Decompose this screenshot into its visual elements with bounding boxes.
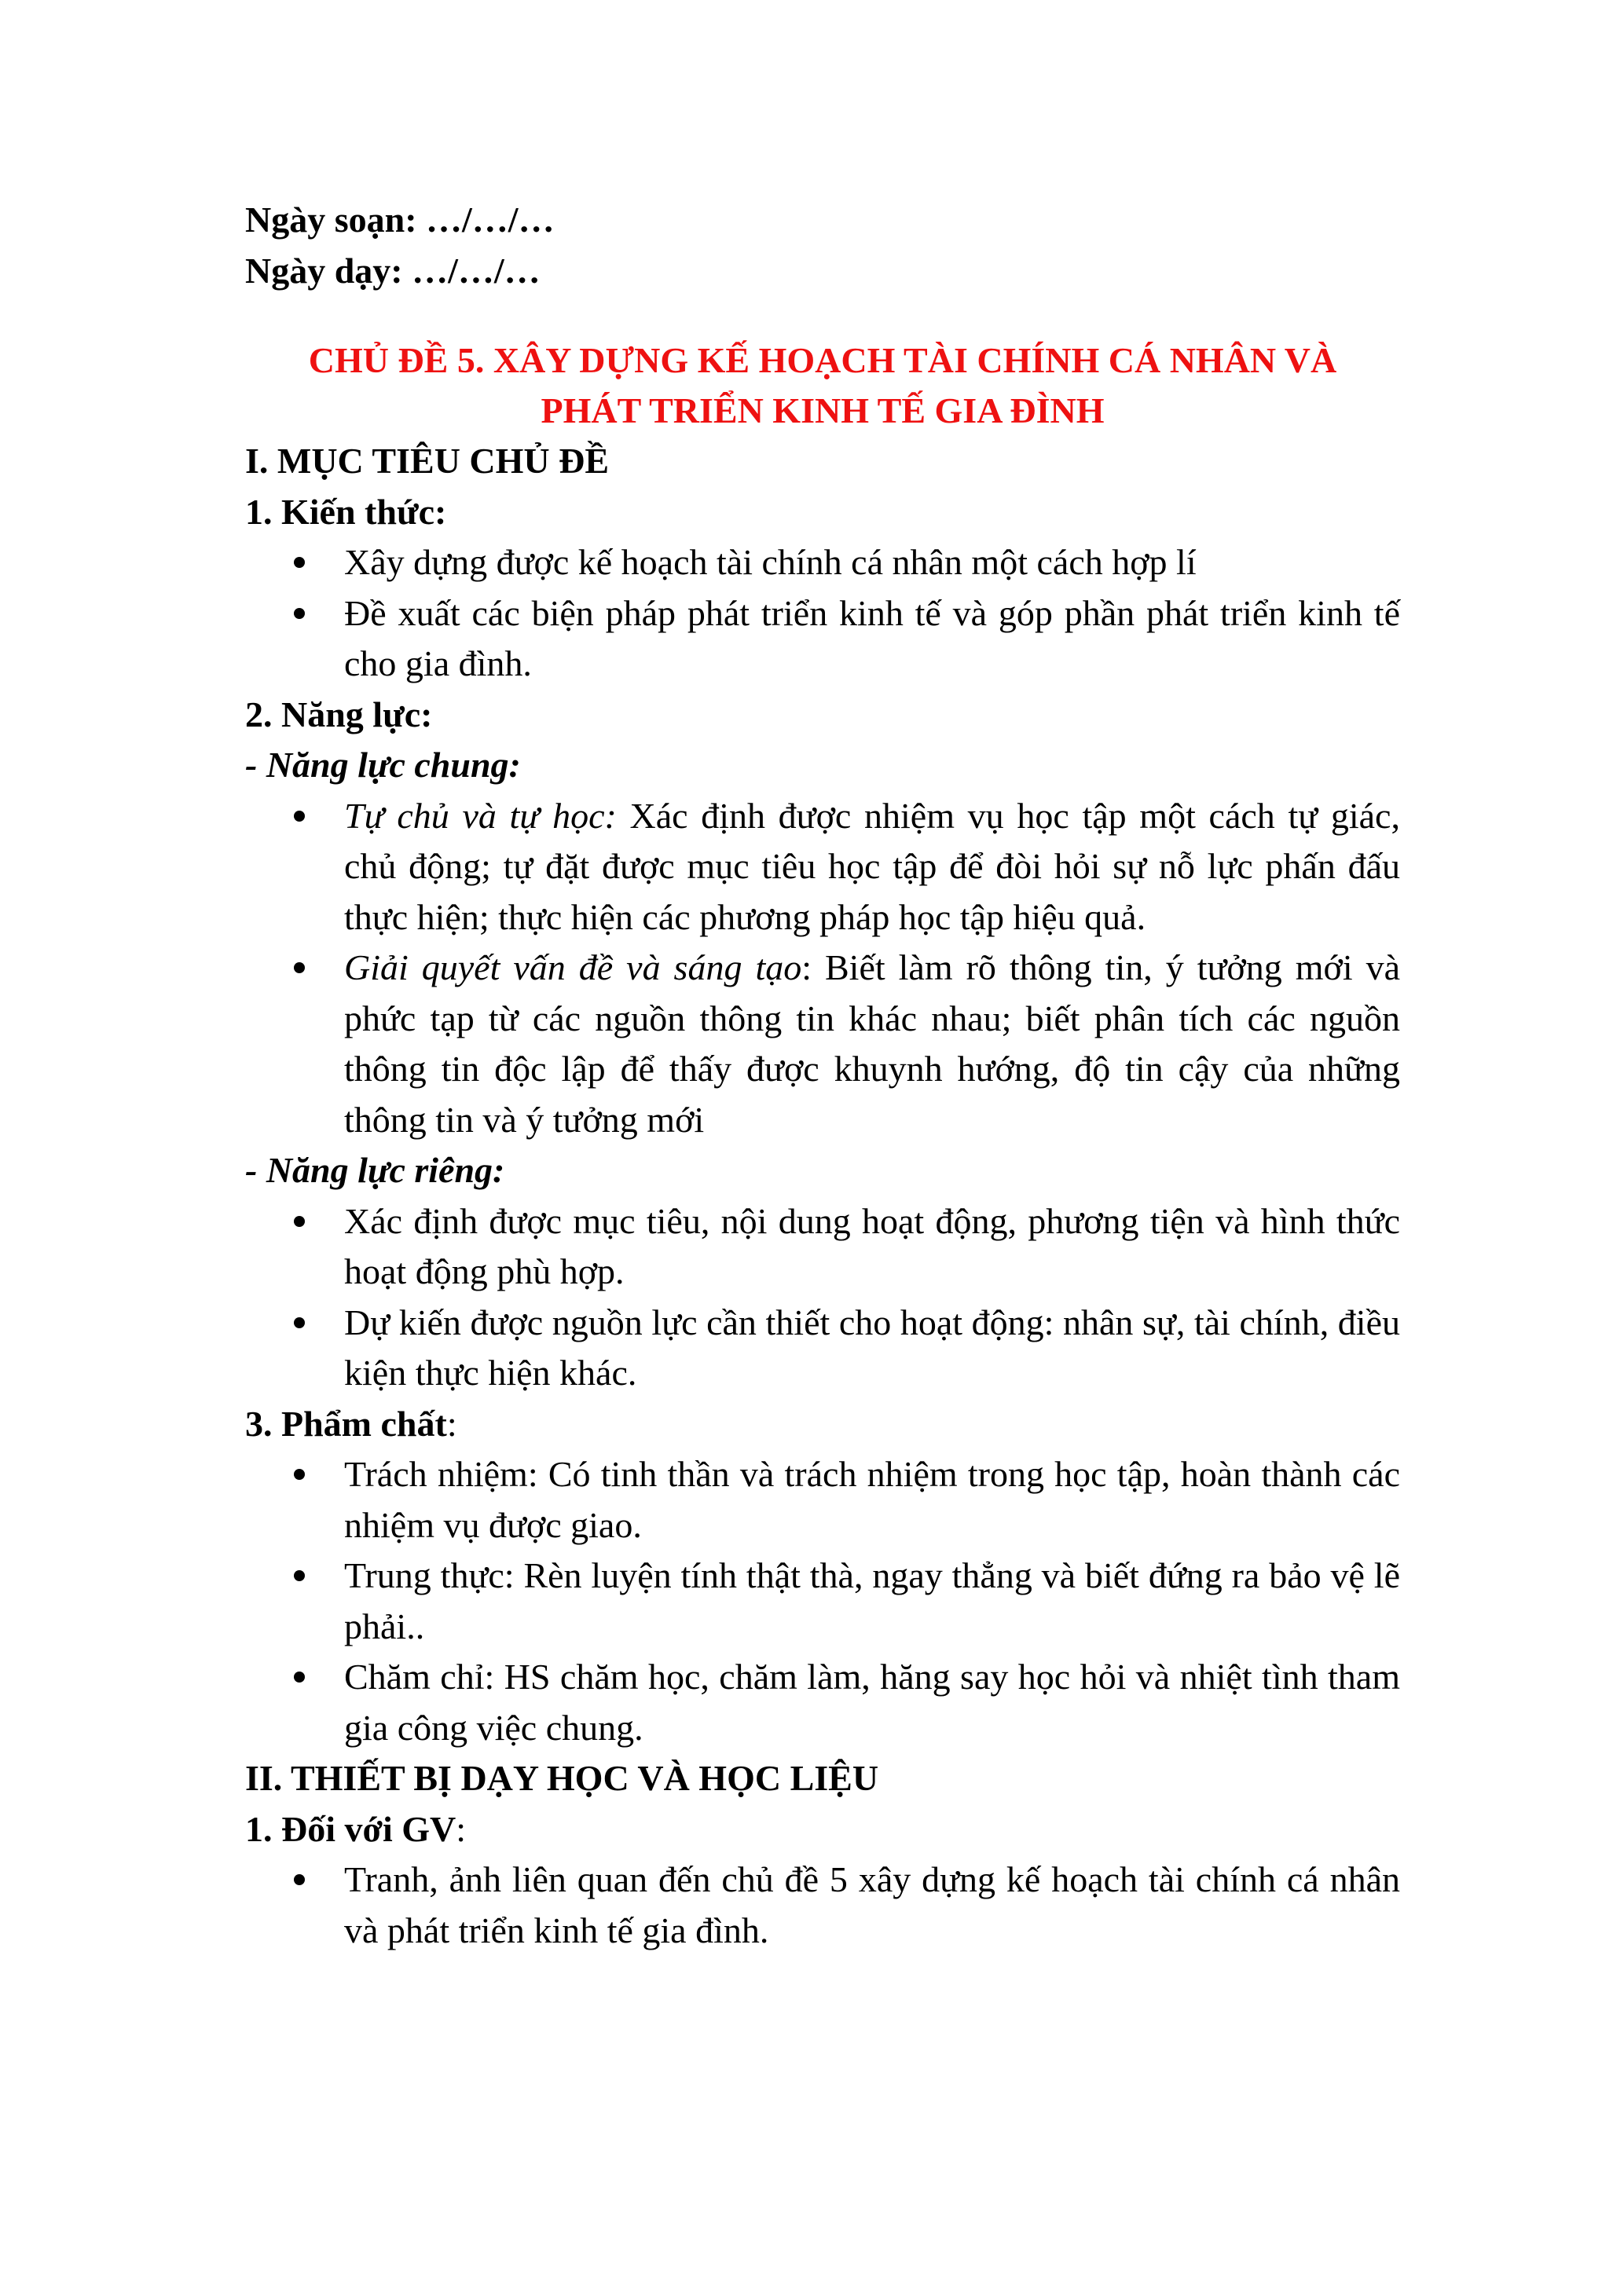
pham-chat-heading (245, 1399, 1400, 1450)
list-item (245, 1551, 1400, 1652)
list-item-text: Xây dựng được kế hoạch tài chính cá nhân một cách hợp lí (344, 542, 1197, 582)
list-item-text: Đề xuất các biện pháp phát triển kinh tế và góp phần phát triển kinh tế cho gia đình. (344, 592, 1400, 683)
topic-title-line-1: CHỦ ĐỀ 5. XÂY DỰNG KẾ HOẠCH TÀI CHÍNH CÁ NHÂN VÀ (308, 340, 1337, 380)
bullet-icon (294, 1672, 305, 1683)
bullet-icon (294, 1216, 305, 1227)
gv-heading (245, 1804, 1400, 1855)
nang-luc-rieng-list (245, 1196, 1400, 1399)
list-item-text: Chăm chỉ: HS chăm học, chăm làm, hăng say học hỏi và nhiệt tình tham gia công việc chung. (344, 1657, 1400, 1748)
list-item (245, 1855, 1400, 1956)
section-1-heading: I. MỤC TIÊU CHỦ ĐỀ (245, 441, 610, 481)
list-item (245, 1298, 1400, 1399)
kien-thuc-heading: 1. Kiến thức: (245, 491, 447, 532)
list-item-text: Dự kiến được nguồn lực cần thiết cho hoạt động: nhân sự, tài chính, điều kiện thực hiện khác. (344, 1302, 1400, 1393)
bullet-icon (294, 1874, 305, 1885)
bullet-icon (294, 811, 305, 822)
kien-thuc-list (245, 537, 1400, 690)
nang-luc-heading: 2. Năng lực: (245, 694, 433, 734)
list-item (245, 1449, 1400, 1551)
nang-luc-chung-heading: - Năng lực chung: (245, 745, 521, 785)
ngay-soan: Ngày soạn: …/…/… (245, 200, 555, 240)
list-item-text: Xác định được nhiệm vụ học tập một cách tự giác, chủ động; tự đặt được mục tiêu học tập để đòi hỏi sự nỗ lực phấn đấu thực hiện; thực hiện các phương pháp học tập hiệu quả. (344, 795, 1400, 937)
nang-luc-chung-list (245, 791, 1400, 1146)
list-item-text: Trung thực: Rèn luyện tính thật thà, ngay thẳng và biết đứng ra bảo vệ lẽ phải.. (344, 1555, 1400, 1646)
gv-heading-colon: : (456, 1808, 467, 1849)
list-item-lead: Giải quyết vấn đề và sáng tạo (344, 947, 802, 987)
list-item (245, 943, 1400, 1145)
pham-chat-list (245, 1449, 1400, 1753)
ngay-day: Ngày dạy: …/…/… (245, 250, 541, 291)
gv-heading-bold: 1. Đối với GV (245, 1808, 456, 1849)
nang-luc-rieng-heading: - Năng lực riêng: (245, 1150, 505, 1190)
list-item (245, 1196, 1400, 1298)
bullet-icon (294, 608, 305, 619)
document-content (245, 195, 1400, 1956)
list-item-text: Xác định được mục tiêu, nội dung hoạt động, phương tiện và hình thức hoạt động phù hợp. (344, 1200, 1400, 1291)
bullet-icon (294, 557, 305, 568)
list-item-text: Tranh, ảnh liên quan đến chủ đề 5 xây dựng kế hoạch tài chính cá nhân và phát triển kinh tế gia đình. (344, 1859, 1400, 1950)
list-item (245, 1652, 1400, 1753)
section-2-heading: II. THIẾT BỊ DẠY HỌC VÀ HỌC LIỆU (245, 1758, 879, 1798)
list-item-lead: Tự chủ và tự học: (344, 795, 617, 836)
list-item-text: Trách nhiệm: Có tinh thần và trách nhiệm trong học tập, hoàn thành các nhiệm vụ được giao. (344, 1454, 1400, 1545)
list-item (245, 791, 1400, 943)
topic-title-line-2: PHÁT TRIỂN KINH TẾ GIA ĐÌNH (541, 390, 1105, 430)
pham-chat-heading-bold: 3. Phẩm chất (245, 1403, 447, 1444)
bullet-icon (294, 1317, 305, 1328)
bullet-icon (294, 1570, 305, 1581)
topic-title (245, 335, 1400, 436)
pham-chat-heading-colon: : (446, 1403, 457, 1444)
list-item (245, 537, 1400, 588)
list-item-text: : Biết làm rõ thông tin, ý tưởng mới và phức tạp từ các nguồn thông tin khác nhau; biết phân tích các nguồn thông tin độc lập để thấy được khuynh hướng, độ tin cậy của những thông tin và ý tưởng mới (344, 947, 1401, 1140)
bullet-icon (294, 962, 305, 973)
list-item (245, 588, 1400, 690)
gv-list (245, 1855, 1400, 1956)
bullet-icon (294, 1469, 305, 1480)
